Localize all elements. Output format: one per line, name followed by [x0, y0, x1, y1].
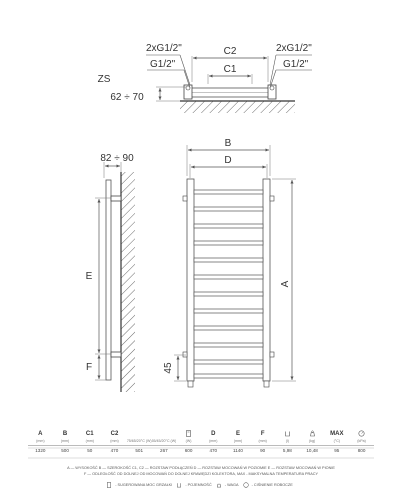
front-bracket-bottom-right [270, 352, 274, 357]
connection-label-right: G1/2" [283, 59, 309, 70]
value-d: 470 [201, 446, 226, 456]
value-c2: 470 [102, 446, 127, 456]
value-heater-power: 600 [176, 446, 201, 456]
unit-d: (mm) [209, 439, 218, 444]
heater-power-icon [185, 430, 192, 437]
front-valve-left [188, 381, 193, 387]
value-max: 95 [324, 446, 349, 456]
header-power-55 [152, 430, 177, 438]
header-weight [300, 430, 325, 438]
front-rung [194, 326, 263, 330]
spec-table [28, 430, 374, 455]
value-a: 1320 [28, 446, 53, 456]
header-f: F [260, 430, 265, 437]
unit-a: (mm) [36, 439, 45, 444]
capacity-icon [284, 430, 291, 437]
top-depth-label: 62 ÷ 70 [110, 92, 144, 103]
top-view [98, 43, 313, 113]
legend-capacity: - POJEMNOŚĆ [185, 483, 212, 487]
f-label: F [85, 362, 93, 373]
weight-icon [216, 482, 222, 488]
unit-f: (mm) [258, 439, 267, 444]
unit-max: (°C) [333, 439, 340, 444]
front-rung [194, 374, 263, 378]
unit-b: (mm) [60, 439, 70, 444]
bottom-offset-label: 45 [163, 362, 174, 374]
front-collector-right [263, 179, 270, 381]
side-view [86, 153, 135, 392]
top-valve-right [268, 85, 276, 99]
front-rung [194, 207, 263, 211]
header-e: E [235, 430, 240, 437]
header-c2: C2 [110, 430, 119, 437]
front-rung [194, 292, 263, 296]
pressure-gauge-icon [358, 430, 365, 437]
capacity-icon [176, 482, 182, 488]
c2-label: C2 [223, 46, 237, 57]
weight-icon [309, 430, 316, 437]
value-e: 1140 [226, 446, 251, 456]
connection-label-left: G1/2" [150, 59, 176, 70]
header-capacity [275, 430, 300, 438]
legend-weight: - WAGA [224, 483, 239, 487]
header-a: A [38, 430, 43, 437]
heater-power-icon [106, 482, 112, 488]
front-rung [194, 309, 263, 313]
unit-c2: (mm) [110, 439, 119, 444]
a-label: A [280, 280, 291, 288]
connection-label-left-double: 2xG1/2" [146, 43, 182, 54]
value-power-75: 501 [127, 446, 152, 456]
header-c1: C1 [85, 430, 94, 437]
front-rung [194, 343, 263, 347]
side-bracket-top [111, 196, 121, 201]
legend-heater-power: - SUGEROWANA MOC GRZAŁKI [115, 483, 173, 487]
legend-icons-row [0, 482, 402, 488]
b-label: B [224, 138, 232, 149]
front-bracket-top-left [183, 196, 187, 201]
pressure-gauge-icon [243, 482, 249, 488]
value-capacity: 5,98 [275, 446, 300, 456]
front-rung [194, 241, 263, 245]
front-rung [194, 275, 263, 279]
legend-pressure: - CIŚNIENIE ROBOCZE [251, 483, 293, 487]
unit-capacity: (l) [285, 439, 289, 444]
value-power-55: 267 [152, 446, 177, 456]
spec-header-row [28, 430, 374, 438]
unit-pressure: (kPa) [357, 439, 366, 444]
connection-label-right-double: 2xG1/2" [276, 43, 312, 54]
header-heater-power [176, 430, 201, 438]
value-c1: 50 [77, 446, 102, 456]
front-valve-right [264, 381, 269, 387]
front-rung [194, 224, 263, 228]
header-max: MAX [330, 430, 344, 437]
value-weight: 10,48 [300, 446, 325, 456]
front-rung [194, 360, 263, 364]
side-radiator-profile [106, 180, 111, 380]
top-wall-hatch [180, 101, 295, 113]
front-bracket-top-right [270, 196, 274, 201]
unit-c1: (mm) [85, 439, 94, 444]
unit-heater-power: (W) [185, 439, 192, 444]
front-rung [194, 258, 263, 262]
value-b: 500 [53, 446, 78, 456]
unit-e: (mm) [233, 439, 243, 444]
e-label: E [85, 271, 93, 282]
side-wall-hatch [121, 172, 135, 392]
spec-units-row [28, 438, 374, 446]
zs-label: ZS [97, 74, 111, 85]
side-depth-label: 82 ÷ 90 [100, 153, 134, 164]
value-f: 90 [250, 446, 275, 456]
header-b: B [62, 430, 68, 437]
front-view [163, 138, 296, 387]
side-bracket-bottom [111, 352, 121, 357]
d-label: D [224, 155, 232, 166]
c1-label: C1 [223, 64, 237, 75]
spec-values-row [28, 446, 374, 456]
header-d: D [211, 430, 216, 437]
value-pressure: 800 [349, 446, 374, 456]
front-rung [194, 190, 263, 194]
unit-weight: (kg) [308, 439, 316, 444]
header-power-75 [127, 430, 152, 438]
unit-power-55: 55/45/20°C (W) [151, 439, 177, 444]
front-collector-left [187, 179, 194, 381]
front-bracket-bottom-left [183, 352, 187, 357]
front-rungs [194, 190, 263, 378]
legend-line-1: A — WYSOKOŚĆ B — SZEROKOŚĆ C1, C2 — ROZSTAW PODŁĄCZEŃ D — ROZSTAW MOCOWAŃ W POZIOMIE E — ROZSTAW MOCOWAŃ W PIONIE [67, 466, 335, 470]
legend-line-2: F — ODLEGŁOŚĆ OD DOLNEJ OD MOCOWAŃ DO DOLNEJ KRAWĘDZI KOLEKTORA, MAX - MAKSYMALNA TEMPERATURA PRACY [83, 472, 319, 476]
unit-power-75: 75/65/20°C (W) [126, 439, 152, 444]
header-pressure [349, 430, 374, 438]
